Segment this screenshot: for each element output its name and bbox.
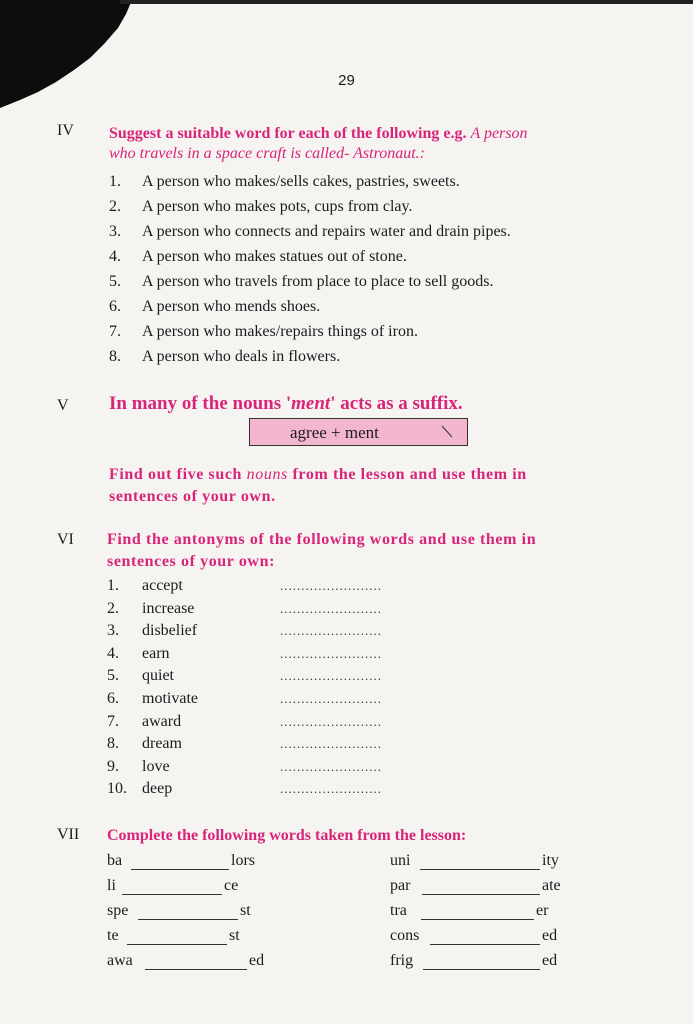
- item-number: 5.: [107, 667, 119, 685]
- item-text: A person who mends shoes.: [142, 298, 321, 315]
- antonym-item: [107, 712, 181, 732]
- section-v-find-part1: Find out five such: [109, 466, 247, 483]
- antonym-item: [107, 757, 170, 777]
- section-vi-instruction-line2: sentences of your own:: [107, 553, 276, 570]
- word-start: te: [107, 927, 119, 944]
- item-text: A person who travels from place to place to sell goods.: [142, 273, 494, 290]
- word-end: er: [536, 902, 549, 919]
- section-v-heading: [109, 393, 463, 415]
- item-text: A person who makes pots, cups from clay.: [142, 198, 413, 215]
- section-iv-instruction: [109, 124, 669, 164]
- page-number: 29: [338, 72, 355, 89]
- word-end: ity: [542, 852, 559, 869]
- section-vi-number: VI: [57, 531, 74, 548]
- antonym-item: [107, 666, 174, 686]
- item-number: 6.: [109, 298, 121, 315]
- item-text: A person who deals in flowers.: [142, 348, 341, 365]
- section-v-find-em: nouns: [246, 466, 288, 483]
- item-number: 3.: [109, 223, 121, 240]
- antonym-word: accept: [142, 577, 183, 594]
- answer-blank[interactable]: ........................: [280, 623, 382, 639]
- item-number: 7.: [109, 323, 121, 340]
- answer-blank[interactable]: ........................: [280, 691, 382, 706]
- word-start: cons: [390, 927, 420, 944]
- list-item: [109, 297, 320, 317]
- list-item: [109, 272, 493, 292]
- item-text: A person who makes/repairs things of iron.: [142, 323, 418, 340]
- word-blank[interactable]: [422, 894, 540, 895]
- section-v-find-part2: from the lesson and use them in: [287, 466, 527, 483]
- word-blank[interactable]: [145, 969, 247, 970]
- item-number: 1.: [109, 173, 121, 190]
- section-vii-number: VII: [57, 826, 80, 843]
- answer-blank[interactable]: ........................: [280, 668, 382, 684]
- answer-blank[interactable]: ........................: [280, 758, 382, 774]
- torn-corner: [0, 0, 140, 110]
- pen-mark: [440, 424, 456, 440]
- word-blank[interactable]: [423, 969, 540, 970]
- item-number: 8.: [109, 348, 121, 365]
- antonym-item: [107, 734, 182, 754]
- word-blank[interactable]: [138, 919, 238, 920]
- word-end: st: [240, 902, 251, 919]
- answer-blank[interactable]: ........................: [280, 578, 382, 593]
- word-start: uni: [390, 852, 411, 869]
- antonym-word: disbelief: [142, 622, 198, 640]
- word-start: frig: [390, 952, 414, 969]
- antonym-item: [107, 576, 183, 596]
- item-number: 9.: [107, 757, 119, 775]
- item-number: 7.: [107, 712, 119, 730]
- section-v-heading-part2: ' acts as a suffix.: [330, 393, 463, 414]
- item-text: A person who connects and repairs water and drain pipes.: [142, 223, 511, 240]
- word-blank[interactable]: [420, 869, 540, 870]
- item-number: 3.: [107, 622, 119, 640]
- section-vi-instruction: [107, 529, 662, 573]
- section-v-find-text: [109, 464, 664, 508]
- word-end: ed: [542, 927, 558, 944]
- item-number: 2.: [107, 599, 119, 617]
- word-start: par: [390, 877, 411, 894]
- antonym-word: increase: [142, 599, 195, 617]
- section-v-heading-part1: In many of the nouns ': [109, 393, 292, 414]
- section-vii-instruction: Complete the following words taken from the lesson:: [107, 827, 467, 844]
- answer-blank[interactable]: ........................: [280, 713, 382, 729]
- antonym-item: [107, 621, 197, 641]
- word-start: awa: [107, 952, 133, 969]
- section-v-number: V: [57, 397, 69, 414]
- answer-blank[interactable]: ........................: [280, 736, 382, 752]
- word-end: ce: [224, 877, 239, 894]
- word-start: spe: [107, 902, 129, 919]
- suffix-example: agree + ment: [290, 423, 379, 442]
- item-number: 4.: [109, 248, 121, 265]
- word-end: lors: [231, 852, 255, 869]
- answer-blank[interactable]: ........................: [280, 600, 382, 616]
- list-item: [109, 322, 418, 342]
- section-vi-instruction-line1: Find the antonyms of the following words and use them in: [107, 531, 537, 548]
- word-end: ed: [249, 952, 265, 969]
- section-iv-instruction-bold: Suggest a suitable word for each of the following e.g.: [109, 125, 467, 142]
- list-item: [109, 247, 407, 267]
- item-number: 8.: [107, 735, 119, 753]
- word-start: li: [107, 877, 116, 894]
- list-item: [109, 197, 412, 217]
- word-end: st: [229, 927, 240, 944]
- word-blank[interactable]: [131, 869, 229, 870]
- suffix-example-box: [249, 418, 468, 446]
- antonym-item: [107, 779, 172, 799]
- item-number: 6.: [107, 690, 119, 707]
- antonym-item: [107, 689, 198, 709]
- item-text: A person who makes statues out of stone.: [142, 248, 407, 265]
- antonym-word: deep: [142, 780, 173, 798]
- section-v-find-part3: sentences of your own.: [109, 488, 276, 505]
- list-item: [109, 172, 460, 192]
- answer-blank[interactable]: ........................: [280, 645, 382, 661]
- item-number: 2.: [109, 198, 121, 215]
- section-iv-instruction-italic-2: who travels in a space craft is called- Astronaut.:: [109, 145, 425, 162]
- word-start: ba: [107, 852, 123, 869]
- section-iv-instruction-italic-1: A person: [470, 125, 528, 142]
- item-text: A person who makes/sells cakes, pastries, sweets.: [142, 173, 460, 190]
- word-blank[interactable]: [430, 944, 540, 945]
- antonym-word: award: [142, 712, 182, 730]
- page-top-edge: [120, 0, 693, 4]
- antonym-word: earn: [142, 644, 170, 662]
- item-number: 10.: [107, 780, 127, 798]
- list-item: [109, 347, 340, 367]
- section-v-heading-em: ment: [291, 393, 331, 414]
- antonym-word: motivate: [142, 690, 198, 707]
- word-start: tra: [390, 902, 407, 919]
- word-blank[interactable]: [127, 944, 227, 945]
- answer-blank[interactable]: ........................: [280, 781, 382, 797]
- list-item: [109, 222, 511, 242]
- antonym-word: love: [142, 757, 170, 775]
- word-blank[interactable]: [122, 894, 222, 895]
- item-number: 5.: [109, 273, 121, 290]
- word-end: ate: [542, 877, 561, 894]
- item-number: 4.: [107, 644, 119, 662]
- section-iv-number: IV: [57, 122, 74, 139]
- antonym-word: quiet: [142, 667, 174, 685]
- antonym-item: [107, 599, 194, 619]
- word-end: ed: [542, 952, 558, 969]
- word-blank[interactable]: [421, 919, 534, 920]
- antonym-word: dream: [142, 735, 182, 753]
- antonym-item: [107, 644, 170, 664]
- item-number: 1.: [107, 577, 119, 594]
